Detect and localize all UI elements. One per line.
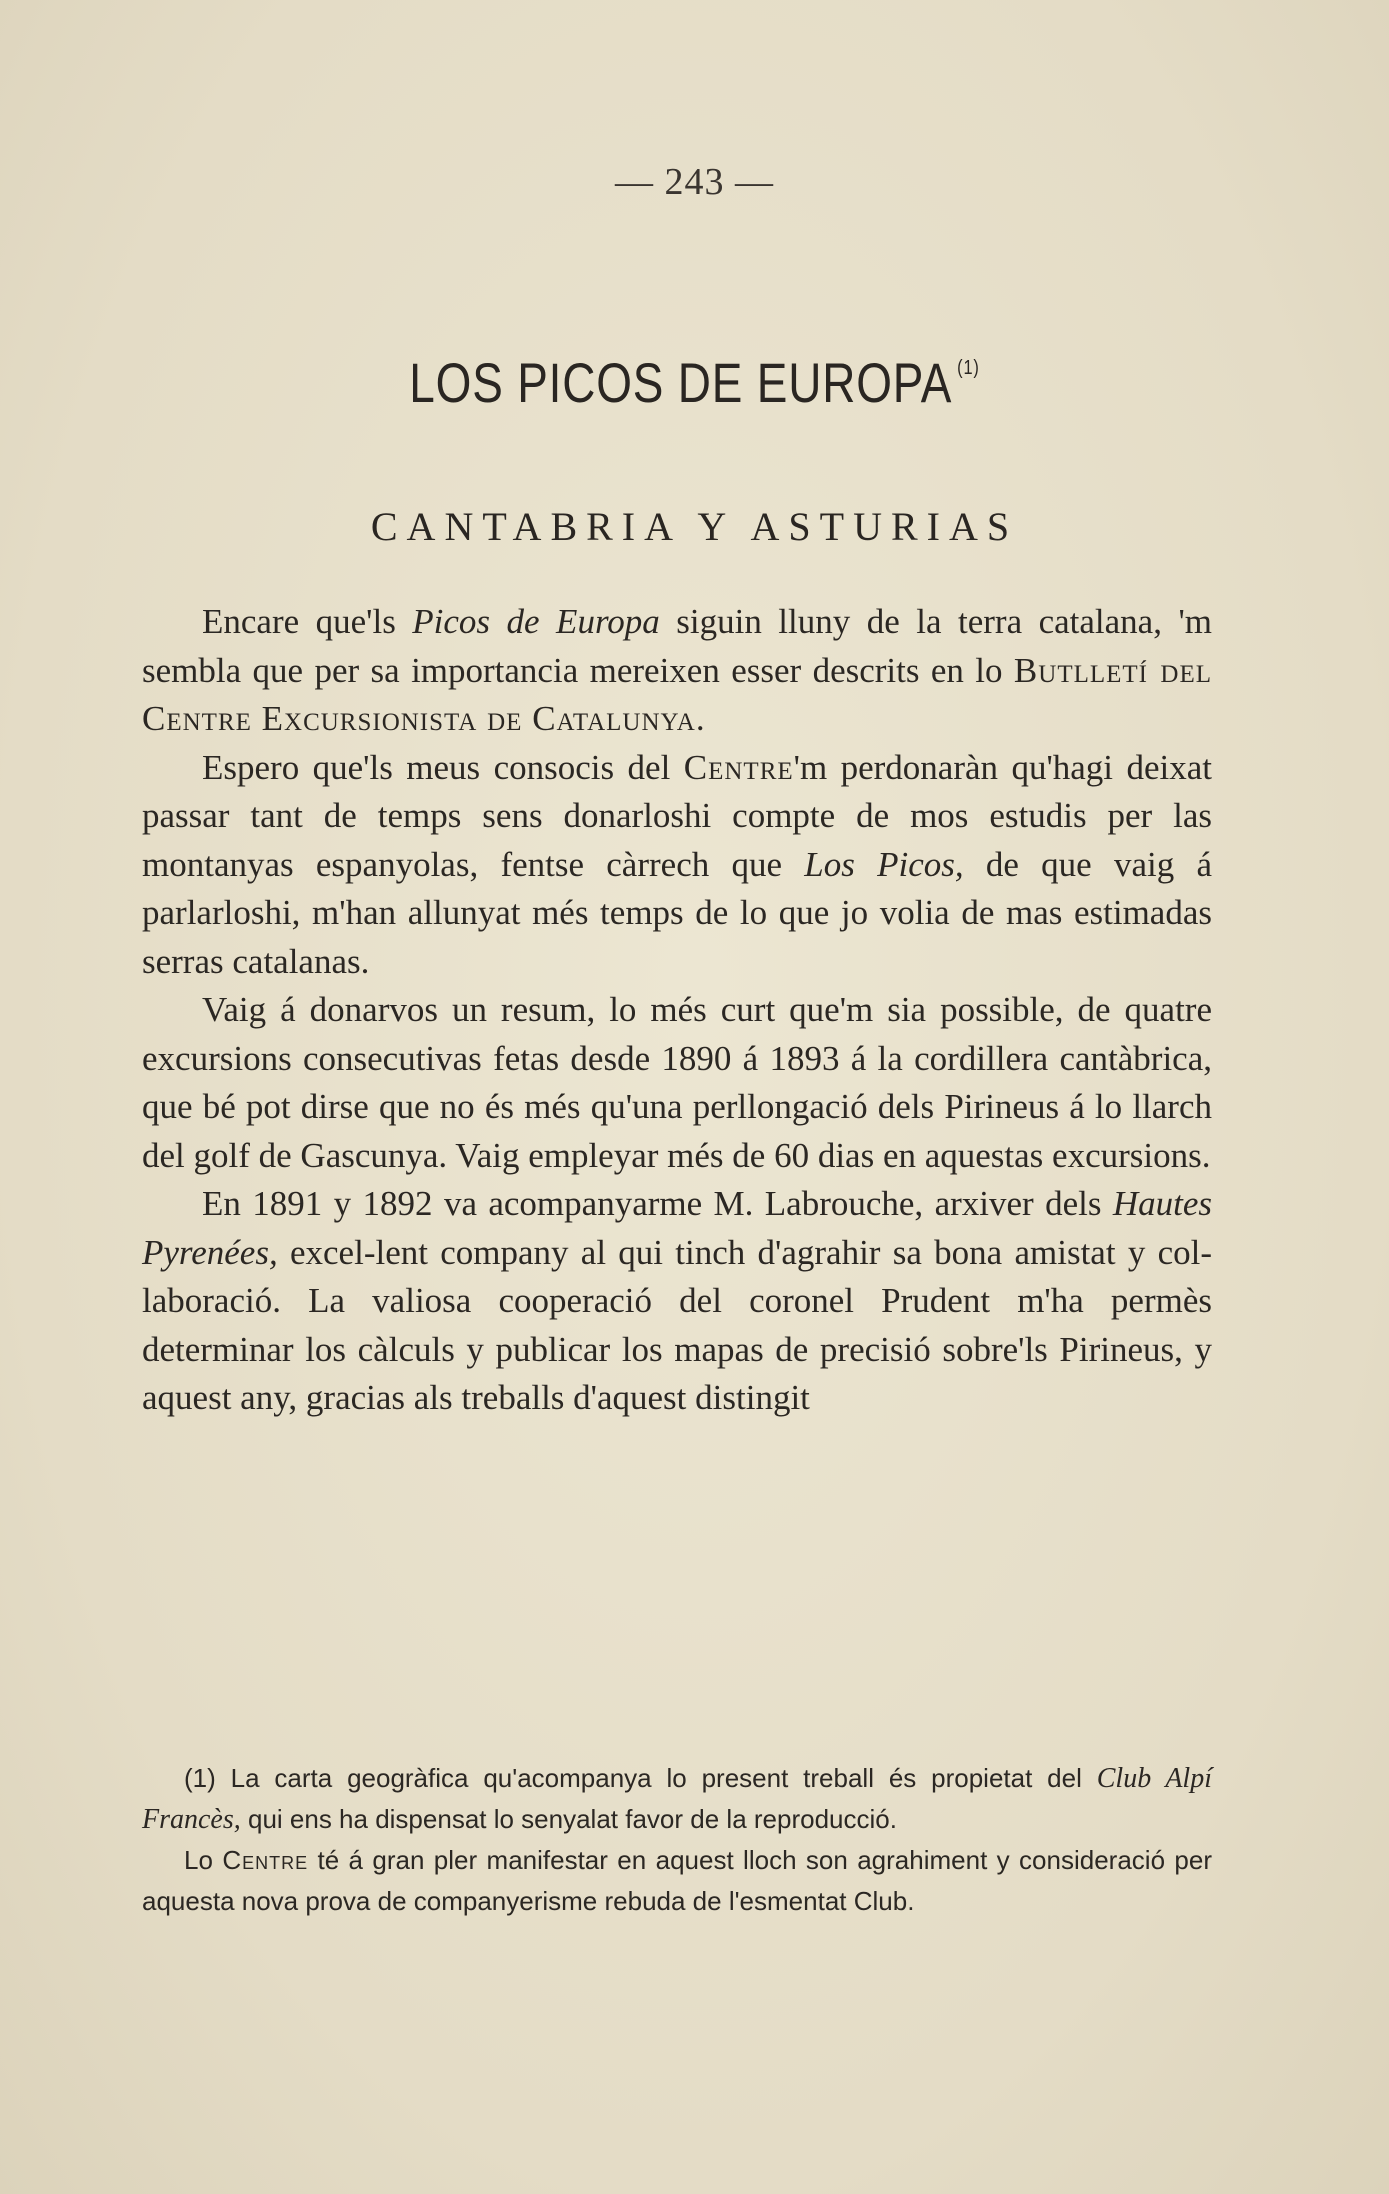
footnotes (142, 1758, 1212, 1922)
italic-term: Club Alpí Francès, (142, 1763, 1212, 1835)
footnote-text: (1) La carta geogràfica qu'acompanya lo present treball és propietat del (184, 1763, 1097, 1793)
paragraph-text: 'm perdonaràn qu'hagi deixat passar tant de temps sens donarloshi compte de mos estudis per las montanyas espanyolas, fentse càrrech que (142, 747, 1212, 884)
article-subtitle: CANTABRIA Y ASTURIAS (370, 504, 1019, 549)
paragraph-text: En 1891 y 1892 va acompanyarme M. Labrouche, arxiver dels (202, 1184, 1113, 1223)
article-body (142, 598, 1212, 1423)
footnote-text: té á gran pler manifestar en aquest lloch son agrahiment y consideració per aquesta nova prova de companyerisme rebuda de l'esmentat Club. (142, 1845, 1212, 1916)
footnote-reference: (1) (957, 357, 980, 379)
paragraph-4 (142, 1180, 1212, 1423)
paragraph-text: de que vaig á parlarloshi, m'han allunyat més temps de lo que jo volia de mas estimadas serras catalanas. (142, 844, 1212, 981)
italic-term: Hautes Pyrenées, (142, 1184, 1212, 1272)
paragraph-1 (142, 598, 1212, 744)
paragraph-text: siguin lluny de la terra catalana, 'm sembla que per sa importancia mereixen esser descrits en lo (142, 602, 1212, 690)
footnote-text: qui ens ha dispensat lo senyalat favor de la reproducció. (240, 1804, 897, 1834)
footnote-1 (142, 1758, 1212, 1840)
paragraph-text: Encare que'ls (202, 602, 413, 641)
footnote-2 (142, 1840, 1212, 1922)
article-title (125, 350, 1264, 415)
paragraph-3: Vaig á donarvos un resum, lo més curt que'm sia possible, de quatre excursions consecutivas fetas desde 1890 á 1893 á la cordillera cantàbrica, que bé pot dirse que no és més qu'una perllongació dels Pirineus á lo llarch del golf de Gascunya. Vaig empleyar més de 60 dias en aquestas excursions. (142, 990, 1212, 1175)
small-caps-name: Centre (222, 1845, 309, 1875)
page-number: — 243 — (615, 161, 774, 203)
small-caps-name: Centre (683, 747, 794, 787)
article-title-text: LOS PICOS DE EUROPA (409, 351, 953, 414)
paragraph-text: Espero que'ls meus consocis del (202, 747, 684, 787)
italic-term: Picos de Europa (412, 602, 660, 641)
paragraph-text: excel-lent company al qui tinch d'agrahir sa bona amistat y col-laboració. La valiosa cooperació del coronel Prudent m'ha permès determinar los càlculs y publicar los mapas de precisió sobre'ls Pirineus, y aquest any, gracias als treballs d'aquest distingit (142, 1232, 1212, 1417)
paragraph-text: . (695, 699, 705, 738)
footnote-text: Lo (184, 1845, 223, 1875)
italic-term: Los Picos, (804, 844, 964, 884)
paragraph-2 (142, 744, 1212, 987)
small-caps-name: Butlletí del Centre Excursionista de Catalunya (142, 650, 1212, 738)
